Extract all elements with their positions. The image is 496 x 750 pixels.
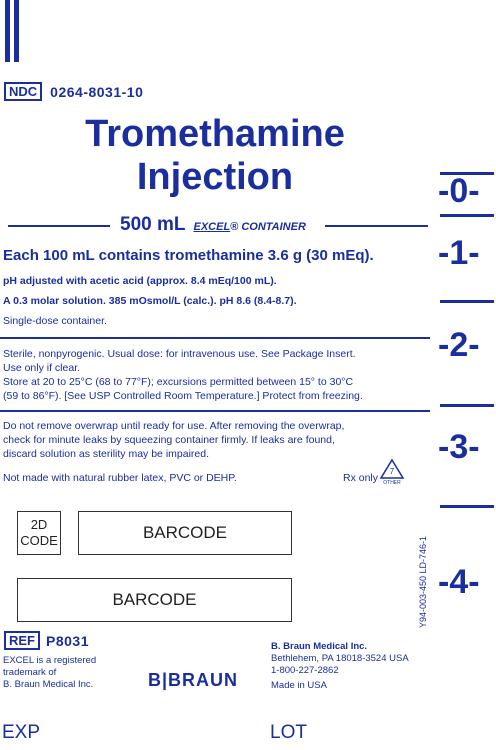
code2d-line2: CODE xyxy=(20,533,58,548)
scale-1: -1- xyxy=(438,234,480,272)
manufacturer-line-3: 1-800-227-2862 xyxy=(271,665,339,676)
manufacturer-block xyxy=(271,641,409,692)
recycle-icon xyxy=(379,458,405,484)
rx-only: Rx only xyxy=(343,472,379,484)
code2d-box xyxy=(17,511,61,555)
manufacturer-line-2: Bethlehem, PA 18018-3524 USA xyxy=(271,653,409,664)
ndc-label: NDC xyxy=(4,82,42,101)
section-rule-2 xyxy=(0,410,430,412)
volume-left-rule xyxy=(8,225,110,227)
usage-line-2: Use only if clear. xyxy=(3,362,81,374)
volume-row xyxy=(120,214,306,236)
recycle-triangle-icon xyxy=(379,458,405,484)
single-dose-text: Single-dose container. xyxy=(3,315,107,327)
scale-4: -4- xyxy=(438,563,480,601)
barcode-box-1: BARCODE xyxy=(78,511,292,555)
lot-label: LOT xyxy=(270,722,307,743)
usage-line-3: Store at 20 to 25°C (68 to 77°F); excursions permitted between 15° to 30°C xyxy=(3,376,354,388)
product-title-line2: Injection xyxy=(136,156,294,198)
overwrap-line-3: discard solution as sterility may be impaired. xyxy=(3,448,210,460)
section-rule-1 xyxy=(0,337,430,339)
scale-bar-2-3 xyxy=(440,404,494,407)
scale-0: -0- xyxy=(438,172,480,210)
product-title-line1: Tromethamine xyxy=(85,113,345,155)
volume-amount: 500 mL xyxy=(120,214,186,235)
ndc-number: 0264-8031-10 xyxy=(50,83,144,100)
manufacturer-line-1: B. Braun Medical Inc. xyxy=(271,641,368,652)
overwrap-line-1: Do not remove overwrap until ready for use. After removing the overwrap, xyxy=(3,420,345,432)
exp-label: EXP xyxy=(2,722,41,743)
scale-3: -3- xyxy=(438,428,480,466)
scale-2: -2- xyxy=(438,326,480,364)
excel-brand-name: EXCEL xyxy=(193,221,231,233)
barcode-box-2: BARCODE xyxy=(17,578,292,622)
molar-text: A 0.3 molar solution. 385 mOsmol/L (calc.). pH 8.6 (8.4-8.7). xyxy=(3,295,297,307)
top-bar-2 xyxy=(14,0,19,62)
latex-note: Not made with natural rubber latex, PVC or DEHP. xyxy=(3,472,237,484)
usage-line-1: Sterile, nonpyrogenic. Usual dose: for intravenous use. See Package Insert. xyxy=(3,348,356,360)
recycle-number: 7 xyxy=(389,467,395,476)
usage-line-4: (59 to 86°F). [See USP Controlled Room Temperature.] Protect from freezing. xyxy=(3,390,363,402)
trademark-line-2: trademark of xyxy=(3,667,57,678)
scale-bar-0-1 xyxy=(440,214,494,217)
trademark-line-1: EXCEL is a registered xyxy=(3,655,97,666)
excel-brand xyxy=(193,221,305,233)
ref-label: REF xyxy=(4,631,40,650)
excel-container-suffix: ® CONTAINER xyxy=(230,221,306,233)
ndc-row xyxy=(4,82,143,101)
scale-bar-3-4 xyxy=(440,505,494,508)
recycle-label: OTHER xyxy=(383,480,401,484)
top-bar-1 xyxy=(5,0,10,62)
manufacturer-line-4: Made in USA xyxy=(271,680,327,691)
code2d-line1: 2D xyxy=(30,517,48,532)
ph-text: pH adjusted with acetic acid (approx. 8.4 mEq/100 mL). xyxy=(3,275,277,287)
scale-bar-1-2 xyxy=(440,300,494,303)
braun-logo: B|BRAUN xyxy=(148,670,239,690)
volume-right-rule xyxy=(325,225,428,227)
overwrap-line-2: check for minute leaks by squeezing container firmly. If leaks are found, xyxy=(3,434,335,446)
trademark-line-3: B. Braun Medical Inc. xyxy=(3,679,94,690)
ref-value: P8031 xyxy=(46,632,89,649)
vertical-code: Y94-003-450 LD-746-1 xyxy=(418,535,428,628)
ref-row xyxy=(4,631,89,650)
composition-text: Each 100 mL contains tromethamine 3.6 g (30 mEq). xyxy=(3,247,374,264)
trademark-block xyxy=(3,655,96,691)
